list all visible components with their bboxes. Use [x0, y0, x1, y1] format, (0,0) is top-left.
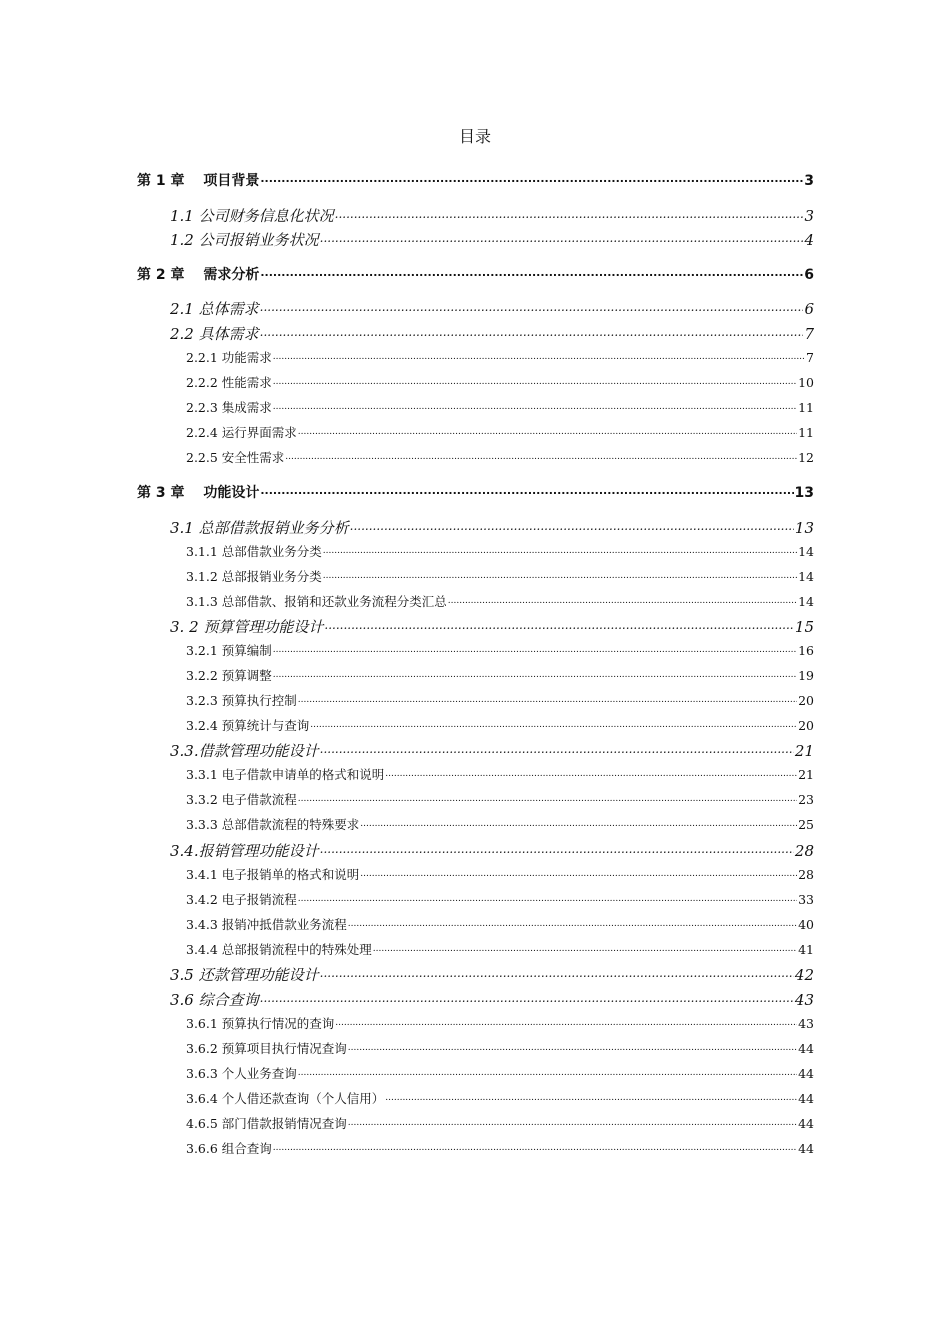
toc-entry-level2[interactable] — [186, 1139, 814, 1157]
toc-entry-text: 3.3.2 电子借款流程 — [186, 792, 297, 807]
toc-page-number: 12 — [798, 450, 814, 465]
toc-entry-text: 3.6.2 预算项目执行情况查询 — [186, 1041, 347, 1056]
toc-dot-leader — [260, 299, 804, 314]
toc-page-number: 43 — [798, 1016, 814, 1031]
toc-entry-text: 2.2.4 运行界面需求 — [186, 425, 297, 440]
toc-entry-text: 3.6.6 组合查询 — [186, 1141, 272, 1156]
toc-entry-text: 1.2 公司报销业务状况 — [170, 231, 319, 249]
toc-page-number: 14 — [798, 569, 814, 584]
toc-entry-text: 3.4.4 总部报销流程中的特殊处理 — [186, 942, 372, 957]
toc-dot-leader — [273, 350, 805, 363]
toc-page-number: 3 — [804, 173, 814, 189]
toc-entry-level2[interactable] — [186, 1039, 814, 1057]
toc-dot-leader — [335, 206, 804, 221]
toc-entry-level2[interactable] — [186, 348, 814, 366]
toc-entry-level2[interactable] — [186, 716, 814, 734]
toc-entry-level2[interactable] — [186, 765, 814, 783]
toc-dot-leader — [350, 518, 794, 533]
toc-entry-level1[interactable] — [170, 323, 814, 344]
toc-page-number: 25 — [798, 817, 814, 832]
toc-dot-leader — [298, 792, 797, 805]
toc-dot-leader — [320, 230, 804, 245]
toc-dot-leader — [323, 544, 797, 557]
toc-dot-leader — [335, 1016, 797, 1029]
toc-page-number: 15 — [794, 618, 814, 636]
toc-entry-level2[interactable] — [186, 1089, 814, 1107]
toc-page-number: 20 — [798, 718, 814, 733]
toc-dot-leader — [385, 767, 797, 780]
toc-entry-text: 2.2.3 集成需求 — [186, 400, 272, 415]
toc-page-number: 6 — [804, 300, 814, 318]
toc-page-number: 20 — [798, 693, 814, 708]
toc-entry-level2[interactable] — [186, 865, 814, 883]
toc-entry-text: 3.2.3 预算执行控制 — [186, 693, 297, 708]
toc-entry-text: 3. 2 预算管理功能设计 — [170, 618, 324, 636]
toc-entry-text: 第 2 章 需求分析 — [137, 267, 260, 283]
toc-dot-leader — [320, 965, 794, 980]
toc-entry-level2[interactable] — [186, 940, 814, 958]
toc-page-number: 21 — [798, 767, 814, 782]
toc-entry-level1[interactable] — [170, 298, 814, 319]
toc-dot-leader — [260, 324, 804, 339]
toc-page-number: 33 — [798, 892, 814, 907]
toc-entry-level2[interactable] — [186, 567, 814, 585]
toc-dot-leader — [298, 892, 797, 905]
toc-dot-leader — [273, 643, 797, 656]
toc-dot-leader — [273, 1141, 797, 1154]
toc-entry-level0[interactable] — [137, 482, 814, 502]
toc-dot-leader — [448, 594, 797, 607]
toc-entry-text: 2.2.2 性能需求 — [186, 375, 272, 390]
toc-dot-leader — [360, 817, 797, 830]
toc-entry-level1[interactable] — [170, 205, 814, 226]
toc-page-number: 40 — [798, 917, 814, 932]
toc-entry-level2[interactable] — [186, 890, 814, 908]
toc-dot-leader — [260, 483, 793, 497]
toc-entry-text: 3.1 总部借款报销业务分析 — [170, 519, 349, 537]
toc-entry-level2[interactable] — [186, 448, 814, 466]
toc-page-number: 43 — [794, 991, 814, 1009]
toc-dot-leader — [323, 569, 797, 582]
toc-page-number: 16 — [798, 643, 814, 658]
toc-entry-text: 3.3.3 总部借款流程的特殊要求 — [186, 817, 360, 832]
toc-entry-text: 3.1.1 总部借款业务分类 — [186, 544, 322, 559]
toc-entry-level2[interactable] — [186, 1114, 814, 1132]
toc-dot-leader — [298, 693, 797, 706]
toc-entry-text: 3.3.借款管理功能设计 — [170, 742, 319, 760]
toc-page-number: 28 — [794, 842, 814, 860]
toc-entry-text: 3.1.3 总部借款、报销和还款业务流程分类汇总 — [186, 594, 447, 609]
toc-dot-leader — [260, 990, 794, 1005]
toc-entry-text: 3.4.报销管理功能设计 — [170, 842, 319, 860]
toc-entry-level2[interactable] — [186, 1014, 814, 1032]
toc-entry-text: 第 3 章 功能设计 — [137, 485, 260, 501]
toc-entry-level1[interactable] — [170, 616, 814, 637]
toc-entry-text: 3.4.2 电子报销流程 — [186, 892, 297, 907]
toc-page-number: 44 — [798, 1141, 814, 1156]
toc-entry-text: 3.6.4 个人借还款查询（个人信用） — [186, 1091, 385, 1106]
toc-dot-leader — [360, 867, 797, 880]
toc-entry-level1[interactable] — [170, 840, 814, 861]
toc-entry-level1[interactable] — [170, 517, 814, 538]
toc-entry-level0[interactable] — [137, 264, 814, 284]
toc-entry-text: 第 1 章 项目背景 — [137, 173, 260, 189]
toc-entry-level2[interactable] — [186, 691, 814, 709]
toc-entry-text: 2.2 具体需求 — [170, 325, 259, 343]
toc-dot-leader — [385, 1091, 797, 1104]
toc-page-number: 7 — [804, 325, 814, 343]
toc-page-number: 14 — [798, 544, 814, 559]
toc-page-number: 6 — [804, 267, 814, 283]
toc-entry-text: 2.1 总体需求 — [170, 300, 259, 318]
toc-entry-text: 3.2.4 预算统计与查询 — [186, 718, 310, 733]
toc-dot-leader — [260, 265, 803, 279]
toc-entry-text: 3.6 综合查询 — [170, 991, 259, 1009]
toc-entry-text: 3.6.1 预算执行情况的查询 — [186, 1016, 335, 1031]
toc-dot-leader — [348, 1116, 797, 1129]
toc-entry-level1[interactable] — [170, 989, 814, 1010]
toc-entry-level1[interactable] — [170, 964, 814, 985]
toc-entry-text: 3.4.1 电子报销单的格式和说明 — [186, 867, 360, 882]
toc-entry-text: 3.5 还款管理功能设计 — [170, 966, 319, 984]
toc-entry-text: 1.1 公司财务信息化状况 — [170, 207, 334, 225]
toc-page-number: 19 — [798, 668, 814, 683]
toc-page-number: 14 — [798, 594, 814, 609]
toc-dot-leader — [324, 617, 794, 632]
toc-page-number: 21 — [794, 742, 814, 760]
toc-entry-level0[interactable] — [137, 170, 814, 190]
toc-page-number: 44 — [798, 1041, 814, 1056]
toc-entry-level2[interactable] — [186, 542, 814, 560]
toc-dot-leader — [373, 942, 797, 955]
toc-page-number: 11 — [798, 425, 814, 440]
toc-dot-leader — [348, 917, 797, 930]
toc-entry-level2[interactable] — [186, 790, 814, 808]
toc-entry-level2[interactable] — [186, 1064, 814, 1082]
toc-dot-leader — [348, 1041, 797, 1054]
toc-entry-text: 2.2.1 功能需求 — [186, 350, 272, 365]
toc-dot-leader — [298, 425, 797, 438]
toc-entry-text: 3.2.1 预算编制 — [186, 643, 272, 658]
toc-dot-leader — [320, 841, 794, 856]
toc-entry-text: 3.3.1 电子借款申请单的格式和说明 — [186, 767, 385, 782]
toc-page-number: 44 — [798, 1091, 814, 1106]
toc-dot-leader — [273, 668, 797, 681]
toc-entry-level2[interactable] — [186, 373, 814, 391]
toc-entry-level2[interactable] — [186, 398, 814, 416]
toc-page-number: 44 — [798, 1116, 814, 1131]
toc-entry-text: 3.1.2 总部报销业务分类 — [186, 569, 322, 584]
toc-title: 目录 — [458, 127, 491, 146]
toc-page-number: 41 — [798, 942, 814, 957]
toc-entry-level1[interactable] — [170, 740, 814, 761]
toc-entry-level2[interactable] — [186, 815, 814, 833]
toc-entry-level1[interactable] — [170, 229, 814, 250]
toc-page-number: 23 — [798, 792, 814, 807]
toc-entry-level2[interactable] — [186, 423, 814, 441]
toc-page-number: 42 — [794, 966, 814, 984]
toc-entry-text: 3.4.3 报销冲抵借款业务流程 — [186, 917, 347, 932]
toc-page-number: 10 — [798, 375, 814, 390]
toc-dot-leader — [285, 450, 797, 463]
toc-entry-level2[interactable] — [186, 641, 814, 659]
toc-page-number: 7 — [806, 350, 814, 365]
toc-page-number: 13 — [794, 485, 814, 501]
toc-page-number: 28 — [798, 867, 814, 882]
toc-page-number: 13 — [794, 519, 814, 537]
toc-dot-leader — [310, 718, 797, 731]
toc-entry-text: 3.6.3 个人业务查询 — [186, 1066, 297, 1081]
toc-dot-leader — [273, 375, 797, 388]
toc-dot-leader — [298, 1066, 797, 1079]
toc-page-number: 3 — [804, 207, 814, 225]
toc-page-number: 11 — [798, 400, 814, 415]
toc-dot-leader — [260, 171, 803, 185]
toc-entry-level2[interactable] — [186, 915, 814, 933]
toc-page-number: 44 — [798, 1066, 814, 1081]
toc-dot-leader — [273, 400, 797, 413]
toc-entry-level2[interactable] — [186, 666, 814, 684]
toc-entry-text: 3.2.2 预算调整 — [186, 668, 272, 683]
toc-entry-text: 4.6.5 部门借款报销情况查询 — [186, 1116, 347, 1131]
toc-entry-text: 2.2.5 安全性需求 — [186, 450, 285, 465]
toc-dot-leader — [320, 741, 794, 756]
toc-entry-level2[interactable] — [186, 592, 814, 610]
toc-page-number: 4 — [804, 231, 814, 249]
